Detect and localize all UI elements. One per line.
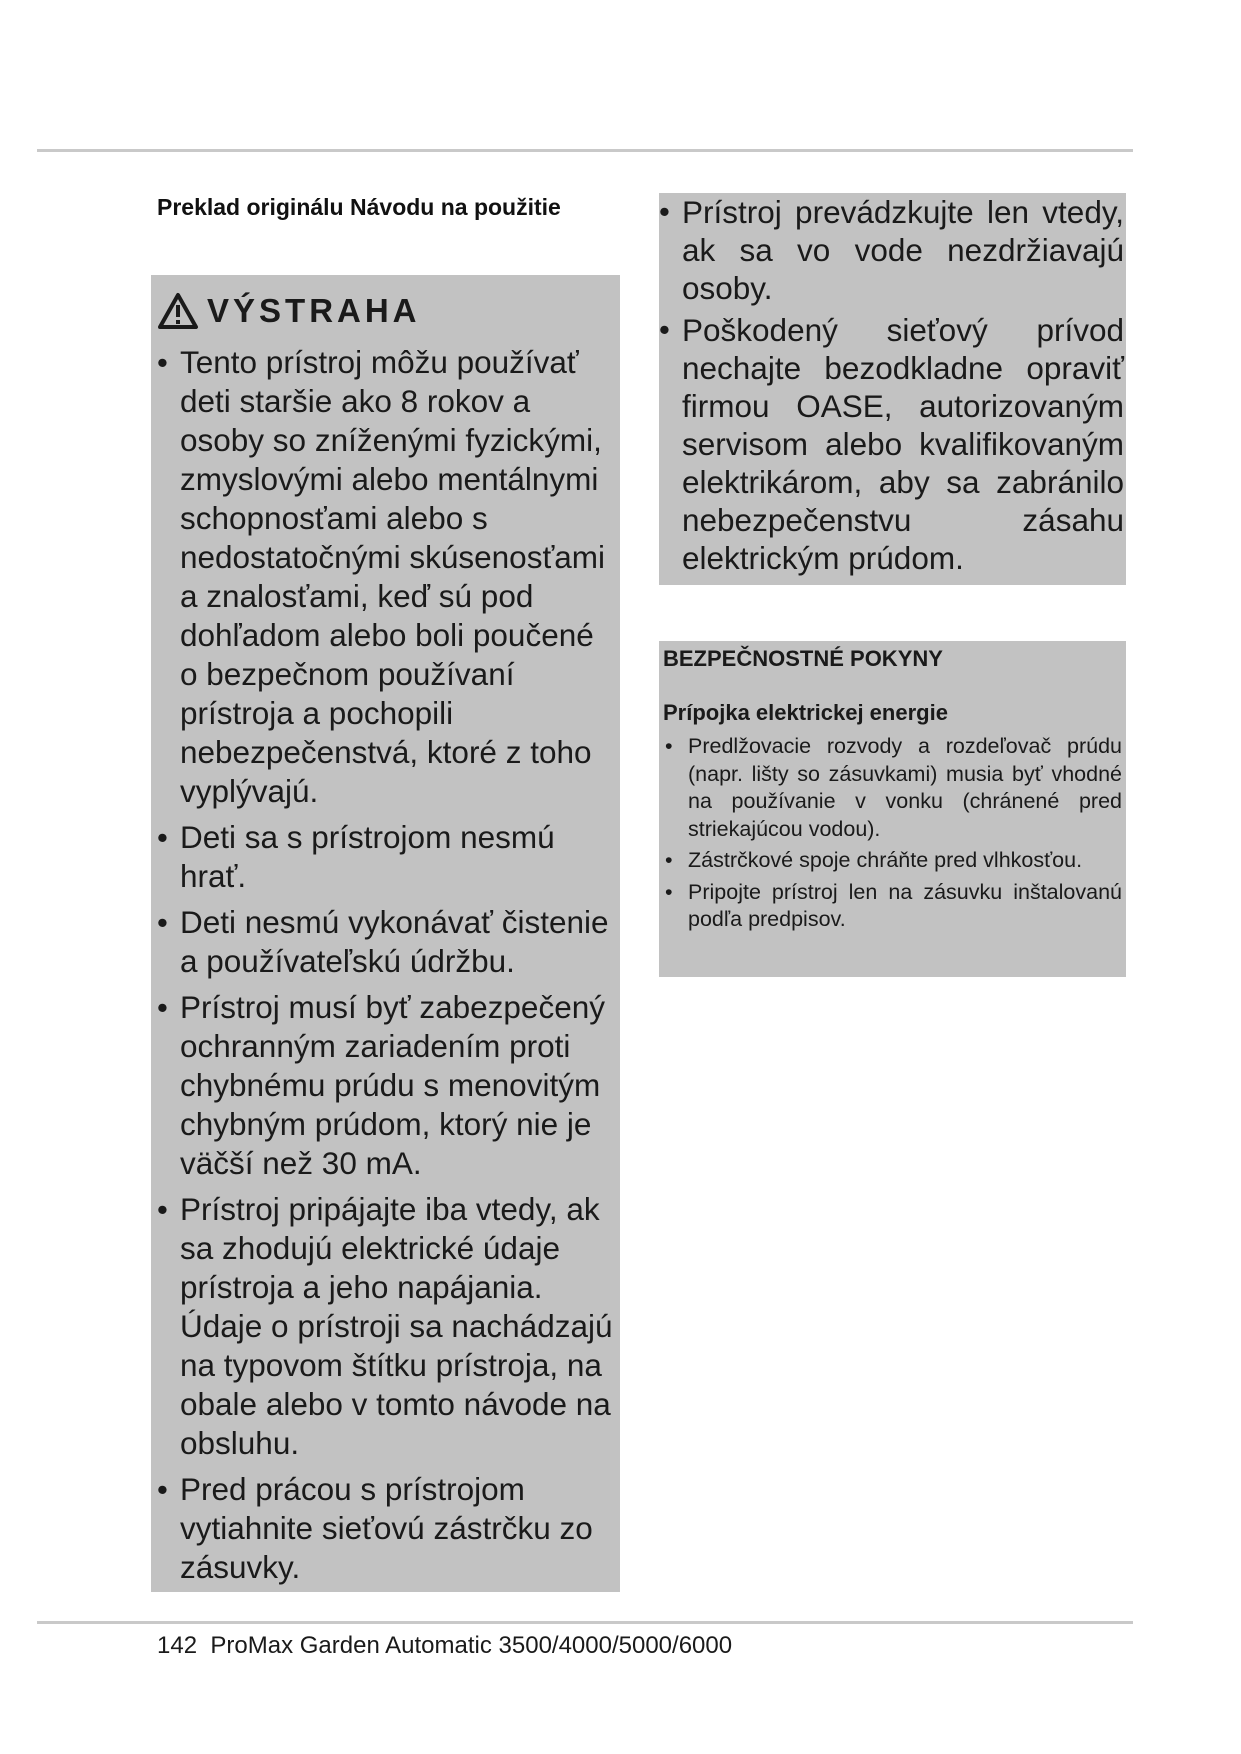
bottom-rule	[37, 1621, 1133, 1624]
warning-item: • Deti sa s prístrojom nesmú hrať.	[157, 818, 614, 896]
warning-list	[157, 343, 614, 1587]
warning-triangle-icon	[157, 292, 199, 330]
warning-continued-list	[659, 193, 1124, 577]
warning-item: • Prístroj musí byť zabezpečený ochranným zariadením proti chybnému prúdu s menovitým chybným prúdom, ktorý nie je väčší než 30 mA.	[157, 988, 614, 1183]
safety-instructions-box	[659, 641, 1126, 977]
top-rule	[37, 149, 1133, 152]
warning-item: • Deti nesmú vykonávať čistenie a používateľskú údržbu.	[157, 903, 614, 981]
document-title: Preklad originálu Návodu na použitie	[157, 194, 561, 220]
safety-item: • Predlžovacie rozvody a rozdeľovač prúdu (napr. lišty so zásuvkami) musia byť vhodné na používanie v vonku (chránené pred striekajúcou vodou).	[663, 733, 1122, 843]
warning-item: • Poškodený sieťový prívod nechajte bezodkladne opraviť firmou OASE, autorizovaným servisom alebo kvalifikovaným elektrikárom, aby sa zabránilo nebezpečenstvu zásahu elektrickým prúdom.	[659, 311, 1124, 577]
product-name: ProMax Garden Automatic 3500/4000/5000/6000	[210, 1632, 733, 1659]
warning-item: • Prístroj pripájajte iba vtedy, ak sa zhodujú elektrické údaje prístroja a jeho napájania. Údaje o prístroji sa nachádzajú na typovom štítku prístroja, na obale alebo v tomto návode na obsluhu.	[157, 1190, 614, 1463]
safety-list	[663, 733, 1122, 934]
warning-item: • Prístroj prevádzkujte len vtedy, ak sa vo vode nezdržiavajú osoby.	[659, 193, 1124, 307]
page-number: 142	[157, 1632, 198, 1659]
warning-item: • Tento prístroj môžu používať deti staršie ako 8 rokov a osoby so zníženými fyzickými, zmyslovými alebo mentálnymi schopnosťami alebo s nedostatočnými skúsenosťami a znalosťami, keď sú pod dohľadom alebo boli poučené o bezpečnom používaní prístroja a pochopili nebezpečenstvá, ktoré z toho vyplývajú.	[157, 343, 614, 811]
safety-heading: BEZPEČNOSTNÉ POKYNY	[663, 646, 943, 671]
warning-item: • Pred prácou s prístrojom vytiahnite sieťovú zástrčku zo zásuvky.	[157, 1470, 614, 1587]
warning-box	[151, 275, 620, 1592]
warning-continued-box	[659, 193, 1126, 585]
warning-heading	[157, 285, 614, 337]
safety-item: • Zástrčkové spoje chráňte pred vlhkosťou.	[663, 847, 1122, 875]
page-footer	[157, 1632, 732, 1660]
warning-title: VÝSTRAHA	[207, 292, 421, 329]
safety-item: • Pripojte prístroj len na zásuvku inštalovanú podľa predpisov.	[663, 879, 1122, 934]
safety-subheading: Prípojka elektrickej energie	[663, 700, 948, 725]
